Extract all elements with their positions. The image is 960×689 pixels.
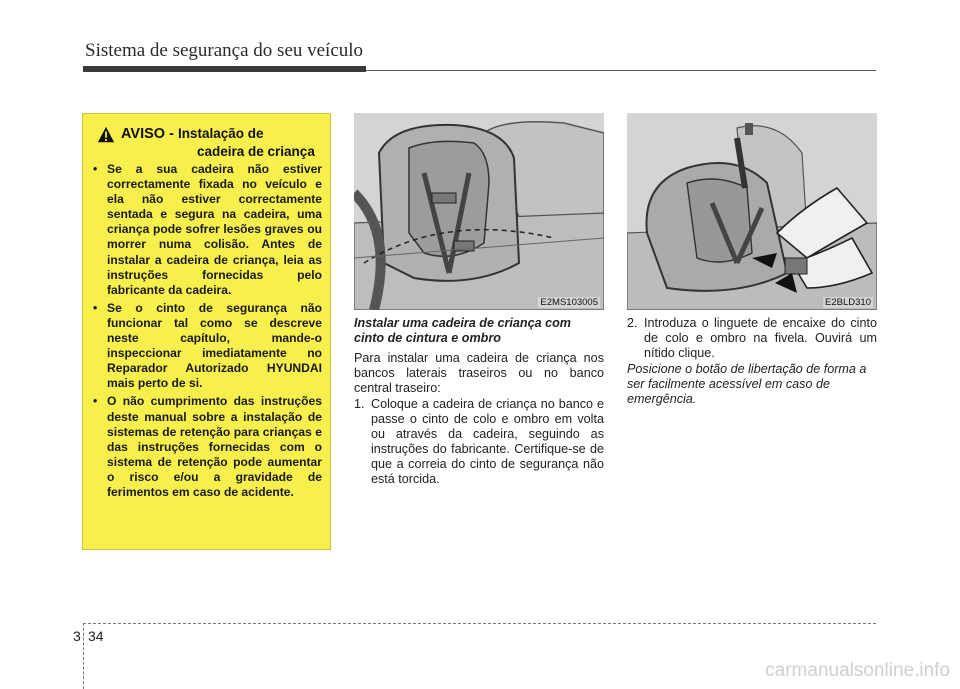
child-seat-illustration bbox=[354, 113, 604, 310]
figure-caption: Instalar uma cadeira de criança com cinto de cintura e ombro bbox=[354, 316, 571, 345]
figure-code: E2BLD310 bbox=[825, 297, 871, 308]
step-number: 2. bbox=[627, 316, 638, 330]
page-number: 34 bbox=[88, 628, 104, 644]
step-1 bbox=[354, 397, 604, 487]
warning-box bbox=[82, 113, 331, 550]
warning-header bbox=[91, 122, 322, 162]
step-text: Introduza o linguete de encaixe do cinto de colo e ombro na fivela. Ouvirá um nítido clique. bbox=[644, 316, 877, 360]
intro-paragraph: Para instalar uma cadeira de criança nos bancos laterais traseiros ou no banco central traseiro: bbox=[354, 351, 604, 395]
chapter-number: 3 bbox=[73, 628, 81, 644]
step-number: 1. bbox=[354, 397, 365, 411]
warning-item: • Se a sua cadeira não estiver correctamente fixada no veículo e ela não estiver correctamente sentada e segura na cadeira, uma criança pode sofrer lesões graves ou morrer numa colisão. Antes de instalar a cadeira de criança, leia as instruções fornecidas pelo fabricante da cadeira. bbox=[93, 162, 322, 297]
step-2 bbox=[627, 316, 877, 361]
header-bar bbox=[83, 66, 366, 72]
warning-title-text: Instalação de bbox=[177, 126, 264, 141]
figure-code: E2MS103005 bbox=[540, 297, 598, 308]
header-rule bbox=[366, 70, 876, 71]
figure-buckle-insertion bbox=[627, 113, 877, 310]
step-text: Coloque a cadeira de criança no banco e passe o cinto de colo e ombro em volta ou através da cadeira, seguindo as instruções do fabricante. Certifique-se de que a correia do cinto de segurança não está torcida. bbox=[371, 397, 604, 486]
warning-triangle-icon bbox=[97, 126, 115, 144]
warning-list bbox=[91, 162, 322, 500]
page-header-title: Sistema de segurança do seu veículo bbox=[85, 40, 364, 61]
warning-item: • O não cumprimento das instruções deste manual sobre a instalação de sistemas de retenção para crianças e das instruções fornecidas com o sistema de retenção pode aumentar o risco e/ou a gravidade de ferimentos em caso de acidente. bbox=[93, 394, 322, 499]
warning-title bbox=[121, 125, 263, 143]
warning-item: • Se o cinto de segurança não funcionar tal como se descreve neste capítulo, mande-o inspeccionar imediatamente no Reparador Autorizado HYUNDAI mais perto de si. bbox=[93, 300, 322, 391]
footer-vertical-rule bbox=[83, 623, 84, 689]
watermark: carmanualsonline.info bbox=[765, 660, 950, 681]
warning-label: AVISO - bbox=[121, 126, 174, 142]
buckle-illustration bbox=[627, 113, 877, 310]
figure-child-seat-installation bbox=[354, 113, 604, 310]
warning-subtitle: cadeira de criança bbox=[197, 144, 315, 159]
footer-rule bbox=[83, 623, 876, 624]
emergency-note: Posicione o botão de libertação de forma a ser facilmente acessível em caso de emergência. bbox=[627, 362, 867, 406]
